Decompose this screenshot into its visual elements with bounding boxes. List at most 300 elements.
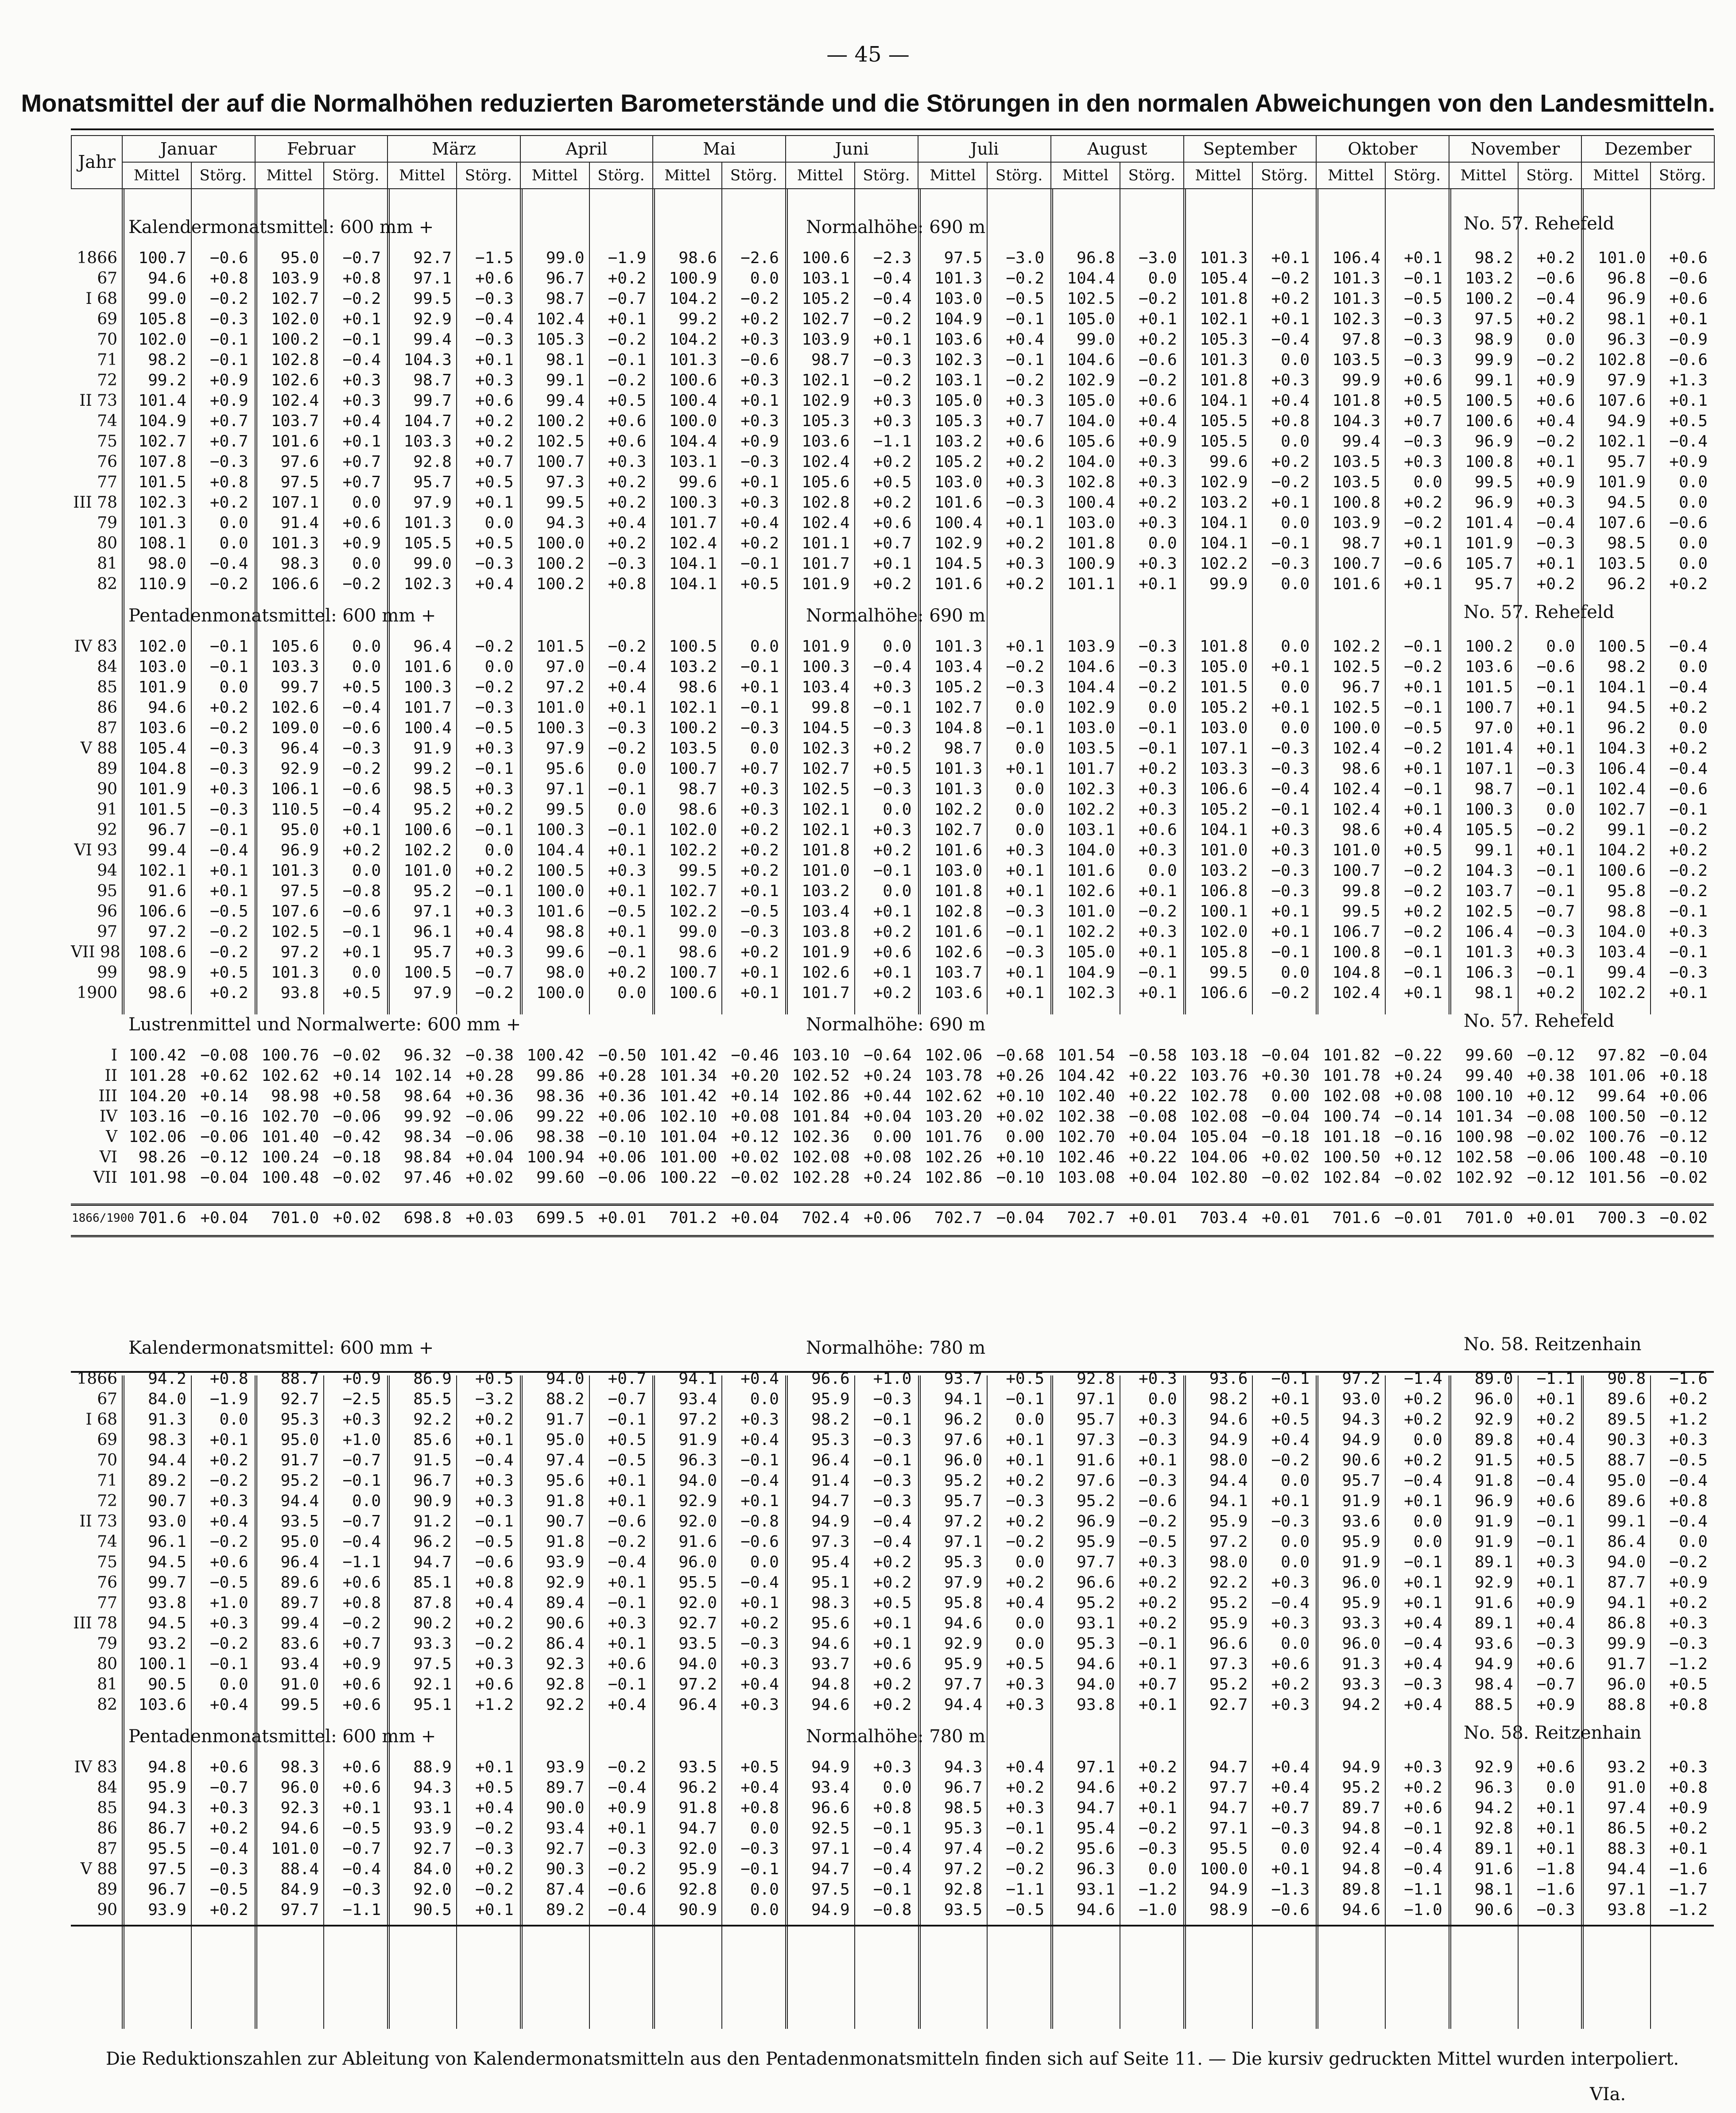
cell-mittel: 94.9 [1342, 1431, 1381, 1449]
row-year: 74 [97, 1533, 117, 1551]
cell-mittel: 102.86 [792, 1087, 850, 1105]
cell-stoerung: −0.02 [1527, 1128, 1575, 1146]
cell-stoerung: −0.1 [608, 943, 647, 961]
summary-cell: +0.06 [864, 1209, 912, 1227]
cell-mittel: 96.4 [280, 1553, 319, 1571]
cell-mittel: 93.2 [148, 1635, 186, 1653]
cell-stoerung: +0.1 [1536, 453, 1575, 471]
cell-stoerung: +0.2 [1006, 575, 1045, 593]
cell-stoerung: −0.3 [740, 1635, 779, 1653]
cell-mittel: 100.94 [527, 1148, 585, 1166]
cell-mittel: 102.4 [1332, 800, 1381, 819]
cell-mittel: 103.6 [934, 330, 983, 349]
cell-mittel: 96.3 [1607, 330, 1646, 349]
table-row [71, 1880, 1714, 1900]
cell-stoerung: +0.5 [475, 534, 514, 552]
cell-stoerung: −0.3 [873, 1492, 912, 1510]
cell-mittel: 100.8 [1465, 453, 1513, 471]
cell-stoerung: −0.12 [1527, 1046, 1575, 1064]
cell-mittel: 97.2 [546, 678, 585, 696]
cell-stoerung: +0.1 [1271, 699, 1310, 717]
cell-stoerung: +0.24 [864, 1169, 912, 1187]
row-year: 81 [97, 555, 117, 573]
cell-stoerung: +0.1 [740, 963, 779, 982]
cell-mittel: 98.0 [1209, 1553, 1248, 1571]
table-row [71, 1066, 1714, 1086]
cell-mittel: 101.5 [536, 637, 585, 656]
cell-mittel: 105.0 [1067, 392, 1115, 410]
cell-mittel: 98.2 [1607, 658, 1646, 676]
summary-cell: +0.04 [731, 1209, 779, 1227]
cell-mittel: 95.9 [1342, 1594, 1381, 1612]
cell-stoerung: +0.3 [873, 1758, 912, 1776]
cell-mittel: 93.6 [1474, 1635, 1513, 1653]
cell-mittel: 101.3 [138, 514, 186, 532]
cell-mittel: 99.0 [148, 290, 186, 308]
cell-stoerung: +0.8 [740, 1799, 779, 1817]
cell-mittel: 90.3 [546, 1860, 585, 1878]
cell-mittel: 96.2 [1607, 575, 1646, 593]
cell-stoerung: −0.50 [598, 1046, 647, 1064]
cell-stoerung: +0.2 [1271, 1675, 1310, 1694]
cell-mittel: 101.3 [1200, 351, 1248, 369]
cell-stoerung: +0.1 [740, 392, 779, 410]
cell-stoerung: +0.2 [1404, 493, 1442, 512]
cell-stoerung: +0.3 [740, 493, 779, 512]
cell-mittel: 100.7 [536, 453, 585, 471]
cell-stoerung: +0.4 [342, 412, 381, 430]
cell-mittel: 103.9 [271, 269, 319, 287]
row-year: V 88 [80, 739, 117, 757]
cell-stoerung: +0.1 [608, 841, 647, 859]
cell-mittel: 92.5 [811, 1819, 850, 1837]
cell-mittel: 101.1 [1067, 575, 1115, 593]
cell-mittel: 105.6 [802, 473, 850, 491]
cell-stoerung: +0.2 [740, 1614, 779, 1632]
cell-stoerung: −0.3 [1271, 760, 1310, 778]
cell-mittel: 87.4 [546, 1880, 585, 1899]
cell-mittel: 97.9 [546, 739, 585, 757]
cell-mittel: 88.7 [280, 1370, 319, 1388]
cell-mittel: 102.1 [669, 699, 717, 717]
row-year: I 68 [85, 290, 117, 308]
cell-stoerung: −0.5 [475, 1533, 514, 1551]
cell-stoerung: +0.1 [475, 493, 514, 512]
cell-mittel: 104.1 [1200, 821, 1248, 839]
cell-mittel: 99.4 [1342, 432, 1381, 451]
cell-stoerung: +0.1 [608, 699, 647, 717]
cell-stoerung: −0.6 [1271, 1901, 1310, 1919]
cell-mittel: 95.5 [1209, 1840, 1248, 1858]
table-row [71, 1410, 1714, 1430]
cell-mittel: 98.1 [1607, 310, 1646, 328]
cell-stoerung: −0.46 [731, 1046, 779, 1064]
cell-mittel: 101.6 [271, 432, 319, 451]
cell-mittel: 102.38 [1057, 1107, 1115, 1126]
cell-mittel: 99.4 [148, 841, 186, 859]
cell-stoerung: +0.3 [1271, 1573, 1310, 1592]
cell-mittel: 94.6 [1077, 1779, 1115, 1797]
cell-mittel: 103.1 [802, 269, 850, 287]
cell-mittel: 101.04 [659, 1128, 717, 1146]
cell-stoerung: +0.1 [1669, 310, 1708, 328]
cell-mittel: 99.9 [1342, 371, 1381, 389]
header-month: Oktober [1316, 136, 1449, 162]
cell-mittel: 100.42 [128, 1046, 186, 1064]
cell-mittel: 94.9 [1474, 1655, 1513, 1673]
cell-stoerung: +0.5 [1669, 412, 1708, 430]
cell-mittel: 96.2 [678, 1779, 717, 1797]
header-month: Dezember [1581, 136, 1714, 162]
cell-stoerung: 0.0 [750, 637, 779, 656]
cell-mittel: 105.2 [934, 678, 983, 696]
cell-mittel: 102.62 [261, 1067, 319, 1085]
header-month: Februar [255, 136, 388, 162]
cell-mittel: 98.5 [1607, 534, 1646, 552]
cell-mittel: 110.5 [271, 800, 319, 819]
cell-stoerung: −0.1 [1006, 351, 1045, 369]
cell-mittel: 96.6 [811, 1799, 850, 1817]
cell-stoerung: −0.5 [475, 719, 514, 737]
cell-mittel: 100.6 [802, 249, 850, 267]
cell-mittel: 102.8 [802, 493, 850, 512]
cell-stoerung: −0.8 [342, 882, 381, 900]
cell-stoerung: +0.4 [608, 514, 647, 532]
cell-mittel: 102.6 [271, 371, 319, 389]
cell-mittel: 102.1 [802, 371, 850, 389]
cell-stoerung: −0.4 [209, 1840, 248, 1858]
cell-mittel: 95.8 [1607, 882, 1646, 900]
cell-stoerung: +0.2 [1271, 453, 1310, 471]
cell-stoerung: +0.3 [342, 371, 381, 389]
cell-stoerung: +0.3 [1536, 493, 1575, 512]
cell-stoerung: +0.6 [342, 1696, 381, 1714]
cell-stoerung: −1.8 [1536, 1860, 1575, 1878]
cell-stoerung: −0.1 [1669, 902, 1708, 921]
header-stoerg: Störg. [855, 162, 918, 189]
cell-stoerung: −0.2 [1138, 371, 1177, 389]
cell-stoerung: +0.1 [209, 882, 248, 900]
cell-mittel: 99.4 [546, 392, 585, 410]
cell-mittel: 108.6 [138, 943, 186, 961]
header-stoerg: Störg. [1252, 162, 1316, 189]
cell-stoerung: +0.2 [475, 1614, 514, 1632]
cell-mittel: 100.2 [271, 330, 319, 349]
cell-stoerung: −0.5 [209, 902, 248, 921]
cell-mittel: 105.7 [1465, 555, 1513, 573]
cell-mittel: 90.9 [413, 1492, 452, 1510]
cell-stoerung: −0.4 [1669, 432, 1708, 451]
cell-mittel: 91.8 [678, 1799, 717, 1817]
cell-stoerung: +0.3 [740, 1696, 779, 1714]
cell-mittel: 102.4 [1332, 780, 1381, 798]
cell-mittel: 105.04 [1190, 1128, 1248, 1146]
cell-mittel: 98.84 [403, 1148, 452, 1166]
cell-stoerung: +0.5 [873, 473, 912, 491]
cell-stoerung: −0.08 [1527, 1107, 1575, 1126]
cell-mittel: 106.3 [1465, 963, 1513, 982]
cell-stoerung: 0.0 [1015, 739, 1045, 757]
cell-stoerung: −0.3 [1271, 1512, 1310, 1530]
cell-stoerung: +0.4 [740, 1370, 779, 1388]
cell-mittel: 94.0 [678, 1655, 717, 1673]
cell-stoerung: −0.6 [740, 351, 779, 369]
station-name: No. 57. Rehefeld [1464, 602, 1615, 622]
cell-mittel: 93.4 [546, 1819, 585, 1837]
cell-mittel: 92.0 [413, 1880, 452, 1899]
cell-stoerung: +0.6 [342, 1675, 381, 1694]
cell-mittel: 102.9 [1067, 371, 1115, 389]
cell-stoerung: −0.1 [1536, 963, 1575, 982]
cell-stoerung: +0.1 [608, 310, 647, 328]
cell-stoerung: −0.3 [1138, 637, 1177, 656]
cell-mittel: 101.7 [1067, 760, 1115, 778]
cell-stoerung: −0.4 [1536, 1472, 1575, 1490]
cell-stoerung: +0.6 [1669, 290, 1708, 308]
cell-mittel: 102.4 [802, 514, 850, 532]
cell-stoerung: −0.9 [1669, 330, 1708, 349]
cell-stoerung: −0.4 [873, 1840, 912, 1858]
cell-stoerung: +0.7 [873, 534, 912, 552]
cell-stoerung: +0.1 [873, 555, 912, 573]
cell-stoerung: +0.6 [342, 514, 381, 532]
cell-stoerung: −0.3 [608, 1840, 647, 1858]
cell-stoerung: +0.2 [740, 821, 779, 839]
cell-mittel: 103.20 [925, 1107, 983, 1126]
cell-stoerung: +0.2 [209, 1901, 248, 1919]
summary-cell: 701.6 [1332, 1209, 1381, 1227]
cell-mittel: 94.8 [1342, 1860, 1381, 1878]
cell-mittel: 101.5 [1200, 678, 1248, 696]
header-month: April [520, 136, 653, 162]
cell-stoerung: +0.9 [1669, 453, 1708, 471]
cell-mittel: 95.9 [811, 1390, 850, 1408]
cell-stoerung: −0.1 [475, 821, 514, 839]
cell-mittel: 103.5 [1332, 473, 1381, 491]
cell-stoerung: −1.9 [209, 1390, 248, 1408]
cell-stoerung: +0.2 [1669, 841, 1708, 859]
cell-stoerung: −0.7 [342, 1840, 381, 1858]
header-stoerg: Störg. [722, 162, 786, 189]
cell-mittel: 98.6 [678, 249, 717, 267]
cell-stoerung: −0.6 [475, 1553, 514, 1571]
cell-mittel: 90.0 [546, 1799, 585, 1817]
cell-stoerung: −0.3 [1271, 862, 1310, 880]
cell-stoerung: 0.0 [1413, 1512, 1442, 1530]
table-row [71, 820, 1714, 840]
cell-stoerung: +0.5 [608, 1431, 647, 1449]
cell-stoerung: −0.3 [1536, 1635, 1575, 1653]
cell-stoerung: −0.2 [1669, 862, 1708, 880]
cell-mittel: 89.1 [1474, 1614, 1513, 1632]
cell-mittel: 104.2 [669, 330, 717, 349]
footnote: Die Reduktionszahlen zur Ableitung von Kalendermonatsmitteln aus den Pentadenmonatsmitteln finden sich auf Seite 11. — Die kursiv gedruckten Mittel wurden interpoliert. [105, 2049, 1679, 2069]
cell-stoerung: −0.6 [1669, 514, 1708, 532]
cell-mittel: 95.6 [1077, 1840, 1115, 1858]
cell-stoerung: −0.18 [1261, 1128, 1310, 1146]
cell-mittel: 96.7 [1342, 678, 1381, 696]
cell-stoerung: +0.7 [342, 473, 381, 491]
cell-stoerung: −0.4 [475, 1451, 514, 1469]
cell-mittel: 93.5 [678, 1758, 717, 1776]
cell-mittel: 101.06 [1588, 1067, 1646, 1085]
cell-mittel: 93.0 [1342, 1390, 1381, 1408]
cell-stoerung: +0.3 [1006, 1799, 1045, 1817]
row-year: V 88 [80, 1860, 117, 1878]
cell-stoerung: −0.3 [740, 1840, 779, 1858]
cell-stoerung: +0.04 [1129, 1128, 1177, 1146]
cell-stoerung: −0.3 [209, 760, 248, 778]
cell-mittel: 94.5 [1607, 493, 1646, 512]
cell-stoerung: −0.5 [1404, 719, 1442, 737]
cell-stoerung: +0.1 [1271, 1860, 1310, 1878]
cell-mittel: 84.0 [148, 1390, 186, 1408]
cell-stoerung: −0.4 [608, 658, 647, 676]
cell-mittel: 94.6 [148, 699, 186, 717]
row-year: II [105, 1067, 117, 1085]
cell-mittel: 91.6 [678, 1533, 717, 1551]
cell-mittel: 103.9 [1067, 637, 1115, 656]
cell-mittel: 94.7 [678, 1819, 717, 1837]
cell-mittel: 91.3 [1342, 1655, 1381, 1673]
cell-mittel: 102.7 [138, 432, 186, 451]
cell-mittel: 103.0 [934, 473, 983, 491]
cell-mittel: 101.6 [934, 575, 983, 593]
table-row [71, 779, 1714, 800]
cell-stoerung: −0.3 [1669, 1635, 1708, 1653]
cell-stoerung: +0.4 [1404, 1696, 1442, 1714]
cell-stoerung: −0.3 [740, 923, 779, 941]
cell-mittel: 96.4 [280, 739, 319, 757]
cell-mittel: 91.9 [678, 1431, 717, 1449]
cell-stoerung: −0.2 [475, 1819, 514, 1837]
cell-stoerung: +0.3 [1138, 1553, 1177, 1571]
cell-mittel: 95.3 [1077, 1635, 1115, 1653]
cell-mittel: 95.9 [1209, 1512, 1248, 1530]
header-stoerg: Störg. [191, 162, 255, 189]
cell-mittel: 90.2 [413, 1614, 452, 1632]
cell-mittel: 93.9 [546, 1553, 585, 1571]
cell-stoerung: +0.5 [342, 984, 381, 1002]
cell-mittel: 96.0 [678, 1553, 717, 1571]
cell-stoerung: −0.7 [342, 1451, 381, 1469]
cell-mittel: 103.5 [669, 739, 717, 757]
cell-stoerung: +0.2 [1669, 1594, 1708, 1612]
cell-stoerung: +0.1 [740, 678, 779, 696]
cell-stoerung: −0.3 [873, 1390, 912, 1408]
cell-stoerung: +0.2 [1404, 1779, 1442, 1797]
cell-mittel: 101.6 [403, 658, 452, 676]
cell-stoerung: +0.36 [598, 1087, 647, 1105]
cell-stoerung: −0.1 [608, 821, 647, 839]
table-row [71, 1389, 1714, 1410]
cell-mittel: 101.7 [802, 555, 850, 573]
cell-mittel: 97.7 [280, 1901, 319, 1919]
header-mittel: Mittel [255, 162, 324, 189]
row-year: 89 [97, 1880, 117, 1899]
cell-mittel: 100.4 [1067, 493, 1115, 512]
cell-mittel: 98.38 [536, 1128, 585, 1146]
cell-mittel: 101.9 [138, 678, 186, 696]
cell-stoerung: −0.1 [1669, 943, 1708, 961]
cell-stoerung: +0.22 [1129, 1148, 1177, 1166]
cell-mittel: 93.4 [811, 1779, 850, 1797]
cell-stoerung: −0.2 [608, 330, 647, 349]
cell-mittel: 93.2 [1607, 1758, 1646, 1776]
cell-stoerung: +0.22 [1129, 1087, 1177, 1105]
cell-stoerung: +0.1 [1271, 902, 1310, 921]
cell-mittel: 86.5 [1607, 1819, 1646, 1837]
cell-stoerung: 0.0 [1148, 1860, 1177, 1878]
cell-stoerung: −0.3 [209, 800, 248, 819]
cell-stoerung: −1.0 [1138, 1901, 1177, 1919]
row-year: III 78 [73, 493, 117, 512]
cell-mittel: 95.5 [678, 1573, 717, 1592]
table-row [71, 1552, 1714, 1573]
cell-stoerung: +0.1 [1138, 1696, 1177, 1714]
cell-stoerung: −0.3 [1006, 1492, 1045, 1510]
cell-mittel: 103.5 [1332, 351, 1381, 369]
cell-stoerung: +0.3 [740, 1655, 779, 1673]
cell-mittel: 101.4 [1465, 739, 1513, 757]
cell-stoerung: −2.6 [740, 249, 779, 267]
cell-mittel: 103.78 [925, 1067, 983, 1085]
cell-mittel: 98.98 [271, 1087, 319, 1105]
cell-stoerung: −0.1 [475, 1512, 514, 1530]
cell-stoerung: −0.2 [342, 575, 381, 593]
cell-mittel: 92.3 [546, 1655, 585, 1673]
cell-mittel: 97.7 [1209, 1779, 1248, 1797]
normal-height: Normalhöhe: 690 m [806, 1014, 986, 1035]
cell-mittel: 103.1 [669, 453, 717, 471]
cell-stoerung: −0.3 [873, 719, 912, 737]
cell-mittel: 94.6 [811, 1635, 850, 1653]
cell-mittel: 89.1 [1474, 1553, 1513, 1571]
cell-stoerung: +0.6 [608, 1655, 647, 1673]
cell-stoerung: −0.1 [873, 1410, 912, 1429]
row-year: 91 [97, 800, 117, 819]
cell-mittel: 100.7 [1332, 862, 1381, 880]
cell-mittel: 99.40 [1465, 1067, 1513, 1085]
cell-stoerung: +0.2 [1669, 699, 1708, 717]
cell-mittel: 97.1 [1607, 1880, 1646, 1899]
header-stoerg: Störg. [1385, 162, 1449, 189]
cell-stoerung: +0.8 [1271, 412, 1310, 430]
cell-stoerung: −0.2 [1271, 269, 1310, 287]
cell-mittel: 102.5 [1332, 699, 1381, 717]
cell-mittel: 104.1 [1597, 678, 1646, 696]
cell-mittel: 101.28 [128, 1067, 186, 1085]
cell-mittel: 95.3 [811, 1431, 850, 1449]
cell-mittel: 100.76 [1588, 1128, 1646, 1146]
cell-mittel: 103.6 [138, 719, 186, 737]
row-year: IV 83 [74, 1758, 117, 1776]
cell-stoerung: −1.2 [1669, 1901, 1708, 1919]
cell-stoerung: +0.3 [740, 330, 779, 349]
cell-stoerung: −1.5 [475, 249, 514, 267]
cell-mittel: 105.8 [138, 310, 186, 328]
cell-stoerung: +0.4 [740, 514, 779, 532]
cell-mittel: 102.0 [669, 821, 717, 839]
cell-mittel: 97.2 [1209, 1533, 1248, 1551]
cell-mittel: 93.7 [811, 1655, 850, 1673]
cell-stoerung: +0.5 [873, 1594, 912, 1612]
cell-mittel: 101.0 [1067, 902, 1115, 921]
cell-stoerung: +0.26 [996, 1067, 1045, 1085]
table-row [71, 963, 1714, 983]
cell-stoerung: −0.2 [209, 719, 248, 737]
cell-stoerung: 0.0 [352, 1492, 381, 1510]
